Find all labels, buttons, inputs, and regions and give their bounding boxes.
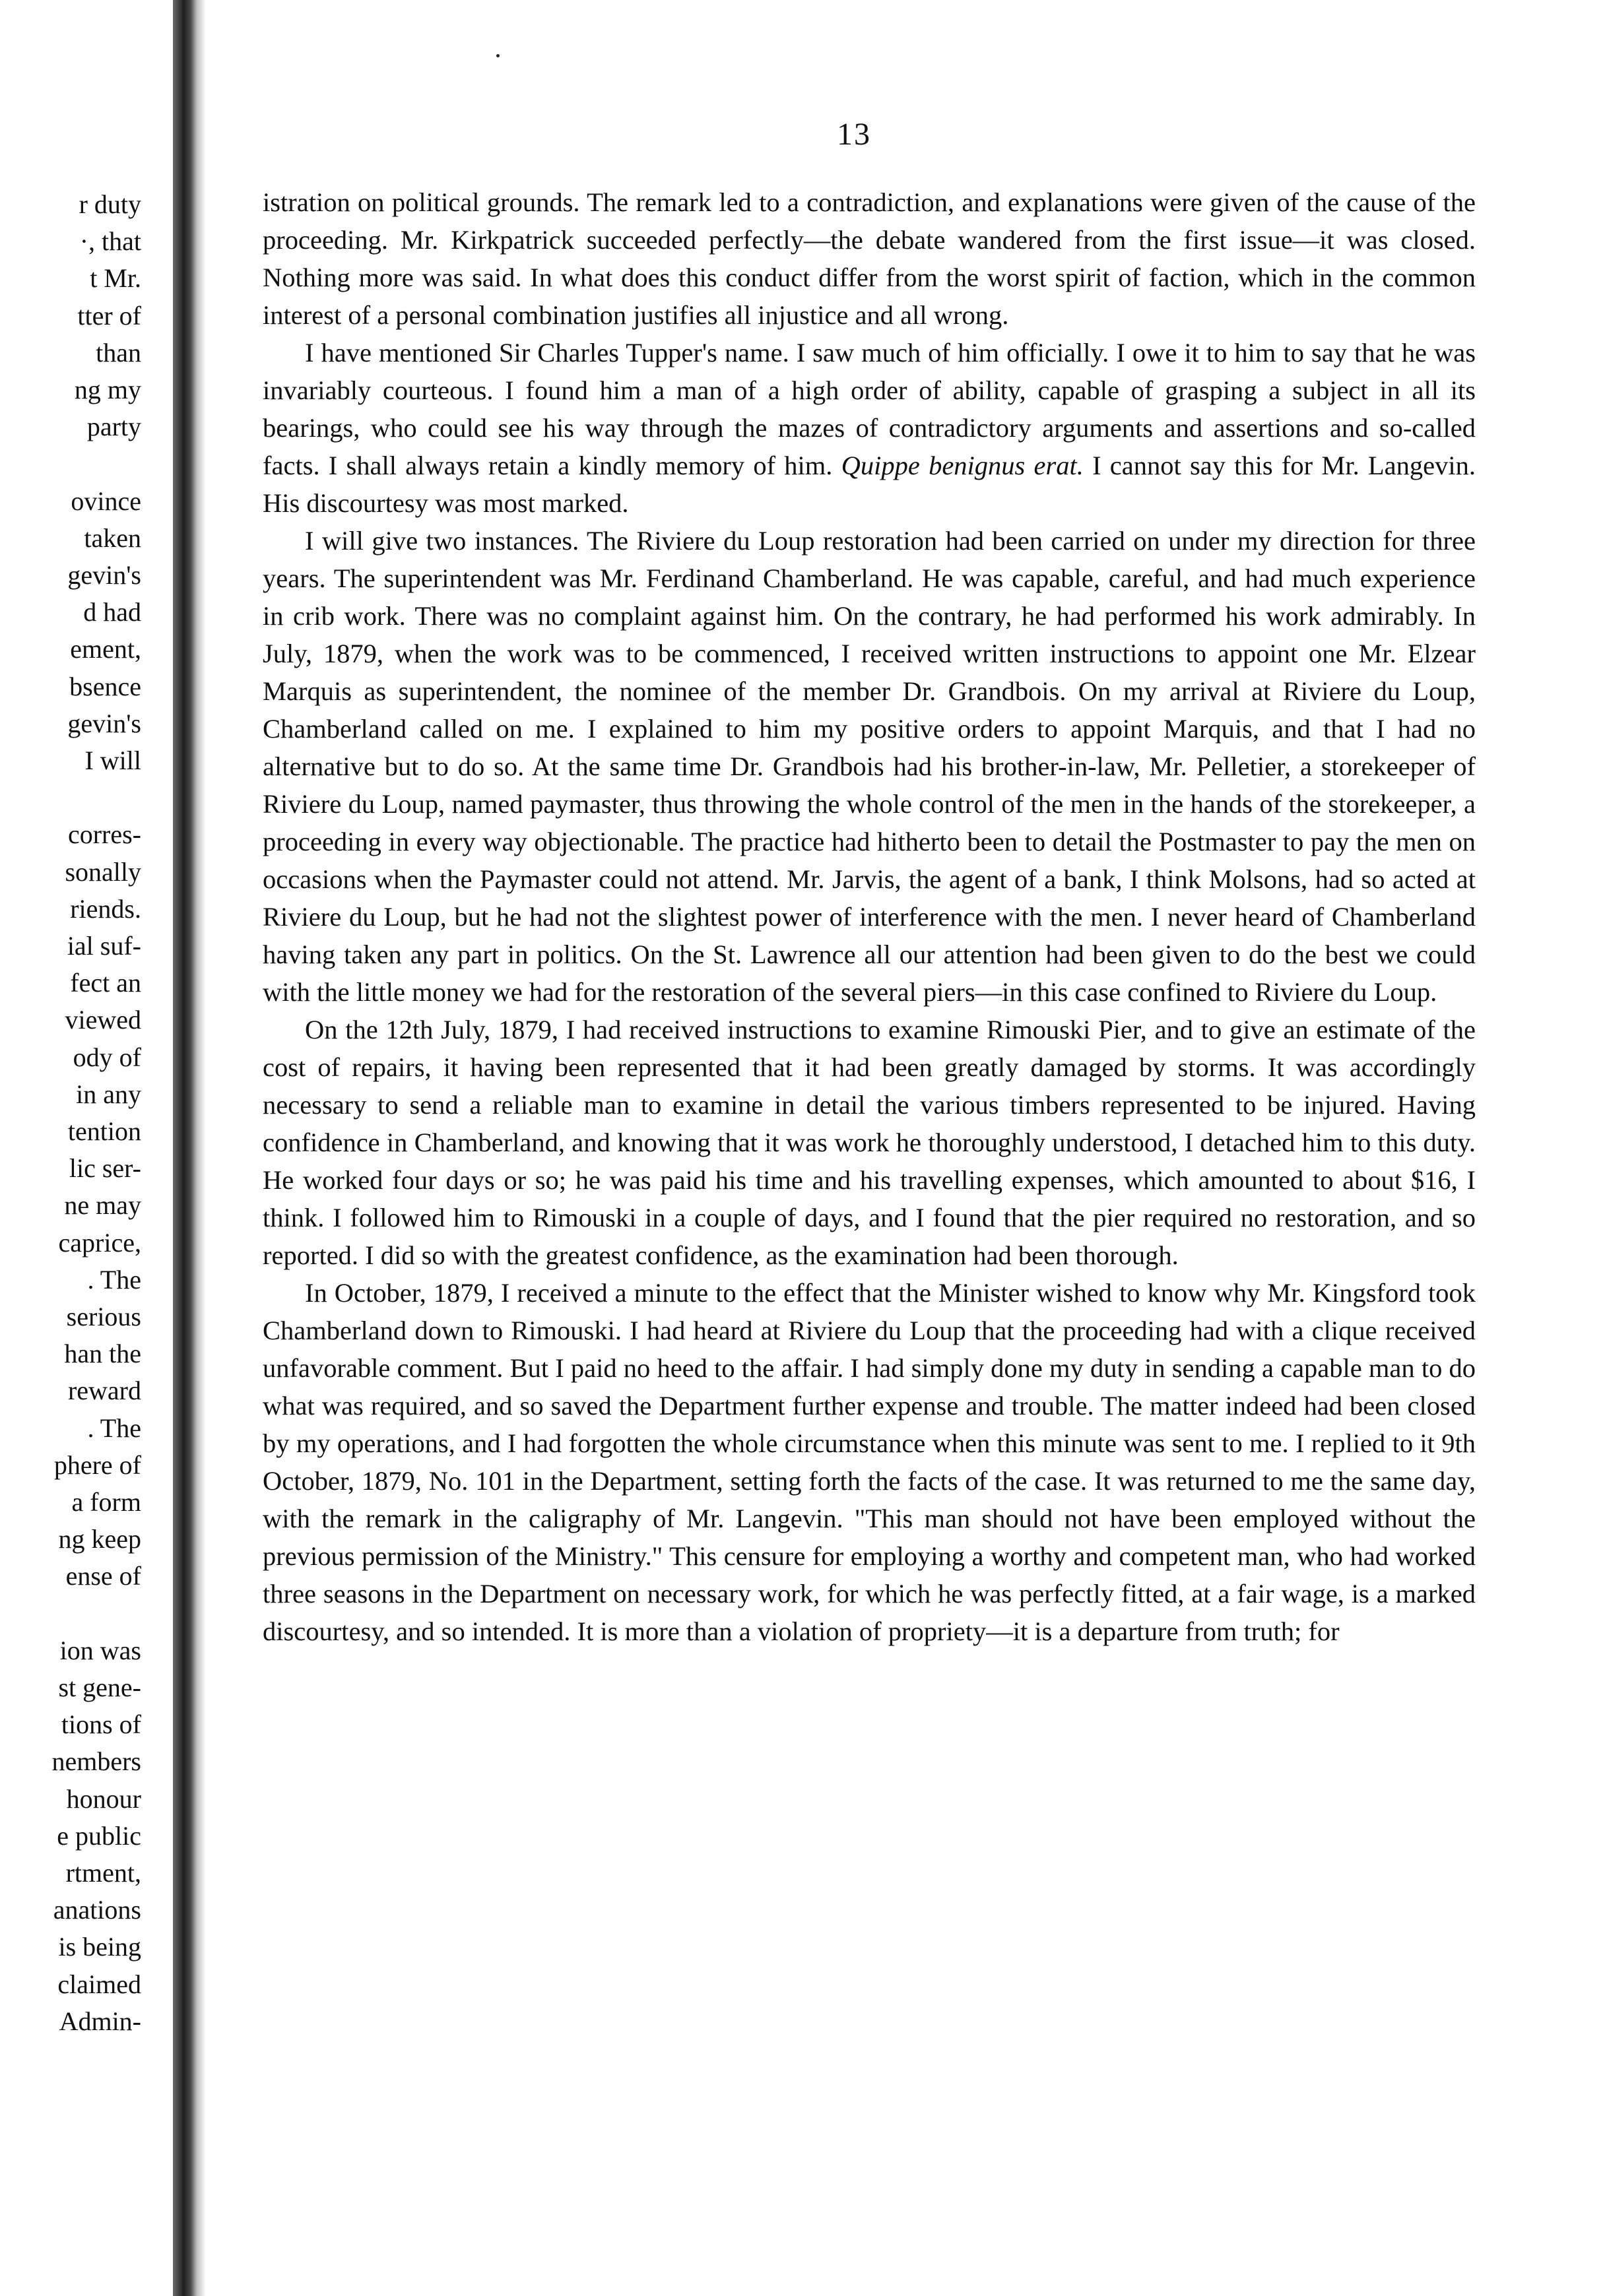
facing-page-fragment: Admin- bbox=[59, 2006, 141, 2036]
facing-page-fragment: gevin's bbox=[67, 560, 141, 590]
paragraph-4: On the 12th July, 1879, I had received instructions to examine Rimouski Pier, and to give an estimate of the cost of repairs, it having been represented that it had been greatly damaged by storms. It was accordingly necessary to send a reliable man to examine in detail the various timbers represented to be injured. Having confidence in Chamberland, and knowing that it was work he thoroughly understood, I detached him to this duty. He worked four days or so; he was paid his time and his travelling expenses, which amounted to about $16, I think. I followed him to Rimouski in a couple of days, and I found that the pier required no restoration, and so reported. I did so with the greatest confidence, as the examination had been thorough. bbox=[263, 1015, 1476, 1270]
facing-page-fragment: ne may bbox=[64, 1190, 141, 1220]
facing-page-fragment: corres- bbox=[67, 819, 141, 849]
facing-page-fragment: caprice, bbox=[58, 1228, 141, 1258]
facing-page-fragment: I will bbox=[84, 746, 141, 775]
paragraph-1: istration on political grounds. The remark led to a contradiction, and explanations were given of the cause of the proceeding. Mr. Kirkpatrick succeeded perfectly—the debate wandered from the first issue—it was closed. Nothing more was said. In what does this conduct differ from the worst spirit of faction, which in the common interest of a personal combination justifies all injustice and all wrong. bbox=[263, 187, 1476, 330]
paragraph-5: In October, 1879, I received a minute to the effect that the Minister wished to know why Mr. Kingsford took Chamberland down to Rimouski. I had heard at Riviere du Loup that the proceeding had with a clique received unfavorable comment. But I paid no heed to the affair. I had simply done my duty in sending a capable man to do what was required, and so saved the Department further expense and trouble. The matter indeed had been closed by my operations, and I had forgotten the whole circumstance when this minute was sent to me. I replied to it 9th October, 1879, No. 101 in the Department, setting forth the facts of the case. It was returned to me the same day, with the remark in the caligraphy of Mr. Langevin. "This man should not have been employed without the previous permission of the Ministry." This censure for employing a worthy and competent man, who had worked three seasons in the Department on necessary work, for which he was perfectly fitted, at a fair wage, is a marked discourtesy, and so intended. It is more than a violation of propriety—it is a departure from truth; for bbox=[263, 1278, 1476, 1646]
facing-page-fragment: tions of bbox=[61, 1709, 141, 1739]
book-gutter bbox=[173, 0, 197, 2296]
facing-page-edge bbox=[0, 0, 173, 2296]
facing-page-fragment: ial suf- bbox=[67, 931, 141, 961]
facing-page-fragment: ovince bbox=[71, 486, 141, 516]
gutter-shadow bbox=[197, 0, 206, 2296]
facing-page-fragment: riends. bbox=[70, 894, 141, 924]
facing-page-fragment: sonally bbox=[65, 857, 141, 887]
facing-page-fragment: fect an bbox=[70, 968, 141, 998]
facing-page-fragment: claimed bbox=[57, 1969, 141, 1999]
facing-page-fragment: honour bbox=[66, 1784, 141, 1814]
facing-page-fragment: . The bbox=[87, 1265, 141, 1294]
facing-page-fragment: rtment, bbox=[65, 1858, 141, 1888]
latin-quotation: Quippe benignus erat. bbox=[841, 451, 1084, 480]
paragraph-3: I will give two instances. The Riviere du Loup restoration had been carried on under my direction for three years. The superintendent was Mr. Ferdinand Chamberland. He was capable, careful, and had much experience in crib work. There was no complaint against him. On the contrary, he had performed his work admirably. In July, 1879, when the work was to be commenced, I received written instructions to appoint one Mr. Elzear Marquis as superintendent, the nominee of the member Dr. Grandbois. On my arrival at Riviere du Loup, Chamberland called on me. I explained to him my positive orders to appoint Marquis, and that I had no alternative but to do so. At the same time Dr. Grandbois had his brother-in-law, Mr. Pelletier, a storekeeper of Riviere du Loup, named paymaster, thus throwing the whole control of the men in the hands of the storekeeper, a proceeding in every way objectionable. The practice had hitherto been to detail the Postmaster to pay the men on occasions when the Paymaster could not attend. Mr. Jarvis, the agent of a bank, I think Molsons, had so acted at Riviere du Loup, but he had not the slightest power of interference with the men. I never heard of Chamberland having taken any part in politics. On the St. Lawrence all our attention had been given to do the best we could with the little money we had for the restoration of the several piers—in this case confined to Riviere du Loup. bbox=[263, 526, 1476, 1007]
page-number: 13 bbox=[837, 117, 871, 152]
facing-page-fragment: ·, that bbox=[79, 226, 141, 256]
facing-page-fragment: viewed bbox=[65, 1005, 141, 1035]
facing-page-fragment: ng keep bbox=[58, 1524, 141, 1554]
facing-page-fragment: anations bbox=[53, 1895, 141, 1925]
facing-page-fragment: han the bbox=[64, 1339, 141, 1368]
facing-page-fragment: . The bbox=[87, 1413, 141, 1443]
facing-page-fragment: taken bbox=[84, 523, 141, 553]
facing-page-fragment: bsence bbox=[69, 672, 141, 701]
facing-page-fragment: than bbox=[96, 338, 141, 367]
facing-page-fragment: t Mr. bbox=[90, 263, 141, 293]
page-body bbox=[263, 183, 1476, 1650]
facing-page-fragment: gevin's bbox=[67, 709, 141, 738]
facing-page-fragment: ng my bbox=[74, 375, 141, 404]
facing-page-fragment: tention bbox=[67, 1116, 141, 1146]
paragraph-2 bbox=[263, 334, 1476, 522]
facing-page-fragment: party bbox=[86, 412, 141, 441]
scan-speck bbox=[496, 54, 500, 57]
facing-page-fragment: nembers bbox=[51, 1746, 141, 1776]
facing-page-fragment: d had bbox=[83, 597, 141, 627]
facing-page-fragment: ense of bbox=[65, 1561, 141, 1591]
facing-page-fragment: phere of bbox=[53, 1450, 141, 1480]
facing-page-fragment: reward bbox=[67, 1376, 141, 1405]
facing-page-fragment: ion was bbox=[59, 1636, 141, 1665]
facing-page-fragment: lic ser- bbox=[69, 1153, 141, 1183]
facing-page-fragment: st gene- bbox=[58, 1673, 141, 1702]
facing-page-fragment: e public bbox=[57, 1821, 141, 1851]
paragraph-2-text-b: I cannot say this for Mr. Langevin. His discourtesy was most marked. bbox=[263, 451, 1476, 518]
facing-page-fragment: tter of bbox=[77, 301, 141, 331]
facing-page-fragment: is being bbox=[58, 1932, 141, 1961]
facing-page-fragment: ody of bbox=[73, 1042, 141, 1072]
facing-page-fragment: r duty bbox=[79, 189, 141, 219]
facing-page-fragment: in any bbox=[76, 1079, 141, 1109]
facing-page-fragment: a form bbox=[71, 1487, 141, 1517]
facing-page-fragment: ement, bbox=[70, 634, 141, 664]
paragraph-2-text-a: I have mentioned Sir Charles Tupper's name. I saw much of him officially. I owe it to him to say that he was invariably courteous. I found him a man of a high order of ability, capable of grasping a subject in all its bearings, who could see his way through the mazes of contradictory arguments and assertions and so-called facts. I shall always retain a kindly memory of him. bbox=[263, 338, 1476, 480]
facing-page-fragment: serious bbox=[66, 1302, 141, 1331]
